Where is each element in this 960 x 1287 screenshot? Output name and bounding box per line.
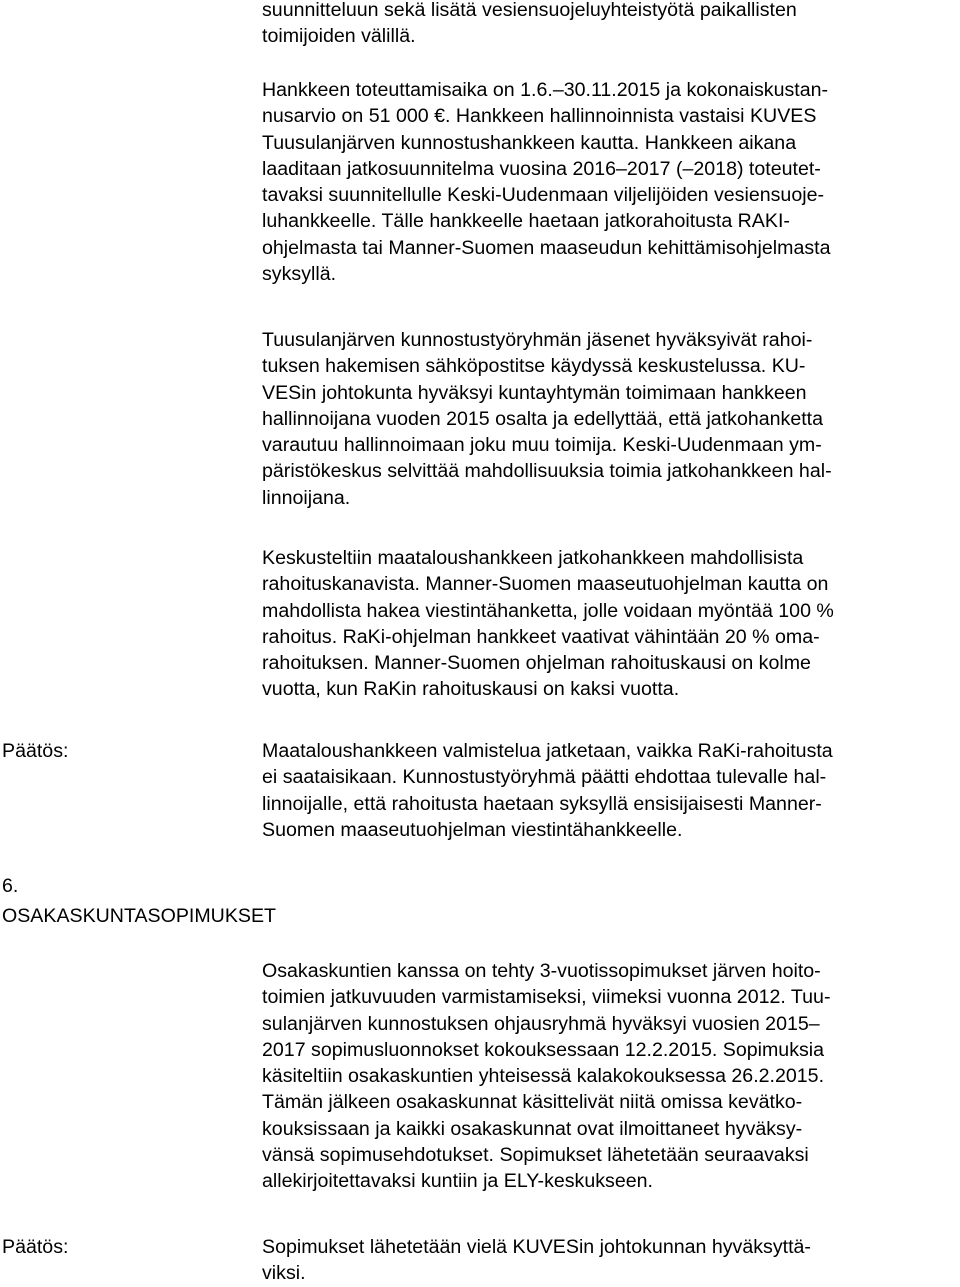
text-line: Tuusulanjärven kunnostushankkeen kautta. Hankkeen aikana [262, 131, 797, 154]
paragraph-project-schedule [262, 77, 952, 287]
text-line: päristökeskus selvittää mahdollisuuksia toimia jatkohankkeen hal- [262, 460, 832, 483]
text-line: kouksissaan ja kaikki osakaskunnat ovat ilmoittaneet hyväksy- [262, 1117, 803, 1140]
text-line: Maataloushankkeen valmistelua jatketaan, vaikka RaKi-rahoitusta [262, 740, 833, 762]
decision-label: Päätös: [2, 1236, 69, 1258]
text-line: suunnitteluun sekä lisätä vesiensuojeluyhteistyötä paikallisten [262, 0, 797, 21]
text-line: viksi. [262, 1262, 306, 1285]
paragraph-funding-channels [262, 545, 952, 703]
text-line: Hankkeen toteuttamisaika on 1.6.–30.11.2015 ja kokonaiskustan- [262, 79, 829, 101]
text-line: rahoitus. RaKi-ohjelman hankkeet vaativat vähintään 20 % oma- [262, 625, 820, 648]
text-line: käsiteltiin osakaskuntien yhteisessä kalakokouksessa 26.2.2015. [262, 1065, 825, 1088]
paragraph-decision-agriculture-project [262, 738, 952, 843]
text-line: Sopimukset lähetetään vielä KUVESin johtokunnan hyväksyttä- [262, 1236, 811, 1258]
paragraph-working-group-approval [262, 327, 952, 511]
paragraph-decision-agreements [262, 1234, 952, 1287]
text-line: linnoijalle, että rahoitusta haetaan syksyllä ensisijaisesti Manner- [262, 792, 822, 815]
text-line: tuksen hakemisen sähköpostitse käydyssä keskustelussa. KU- [262, 355, 806, 378]
text-line: mahdollista hakea viestintähanketta, jolle voidaan myöntää 100 % [262, 599, 834, 622]
text-line: rahoituksen. Manner-Suomen ohjelman rahoituskausi on kolme [262, 652, 811, 675]
text-line: rahoituskanavista. Manner-Suomen maaseutuohjelman kautta on [262, 573, 829, 596]
text-line: Tämän jälkeen osakaskunnat käsittelivät niitä omissa kevätko- [262, 1091, 803, 1114]
text-line: laaditaan jatkosuunnitelma vuosina 2016–2017 (–2018) toteutet- [262, 157, 821, 180]
text-line: sulanjärven kunnostuksen ohjausryhmä hyväksyi vuosien 2015– [262, 1012, 820, 1035]
paragraph-water-protection-intro [262, 0, 952, 50]
text-line: vänsä sopimusehdotukset. Sopimukset lähetetään seuraavaksi [262, 1144, 809, 1167]
text-line: toimijoiden välillä. [262, 25, 416, 48]
section-number: 6. [2, 875, 19, 897]
paragraph-shareholder-agreements [262, 958, 952, 1195]
text-line: varautuu hallinnoimaan joku muu toimija. Keski-Uudenmaan ym- [262, 434, 822, 457]
text-line: vuotta, kun RaKin rahoituskausi on kaksi vuotta. [262, 678, 680, 701]
text-line: hallinnoijana vuoden 2015 osalta ja edellyttää, että jatkohanketta [262, 407, 824, 430]
text-line: Keskusteltiin maataloushankkeen jatkohankkeen mahdollisista [262, 547, 804, 569]
text-line: Tuusulanjärven kunnostustyöryhmän jäsenet hyväksyivät rahoi- [262, 329, 813, 351]
text-line: luhankkeelle. Tälle hankkeelle haetaan jatkorahoitusta RAKI- [262, 210, 790, 233]
text-line: tavaksi suunnitellulle Keski-Uudenmaan viljelijöiden vesiensuoje- [262, 184, 824, 207]
text-line: Osakaskuntien kanssa on tehty 3-vuotissopimukset järven hoito- [262, 960, 821, 982]
text-line: syksyllä. [262, 263, 337, 286]
text-line: toimien jatkuvuuden varmistamiseksi, viimeksi vuonna 2012. Tuu- [262, 986, 831, 1009]
text-line: Suomen maaseutuohjelman viestintähankkeelle. [262, 818, 683, 841]
text-line: linnoijana. [262, 486, 351, 509]
text-line: nusarvio on 51 000 €. Hankkeen hallinnoinnista vastaisi KUVES [262, 105, 817, 128]
text-line: ohjelmasta tai Manner-Suomen maaseudun kehittämisohjelmasta [262, 236, 831, 259]
text-line: allekirjoitettavaksi kuntiin ja ELY-keskukseen. [262, 1170, 653, 1193]
decision-label: Päätös: [2, 740, 69, 762]
text-line: ei saataisikaan. Kunnostustyöryhmä päätti ehdottaa tulevalle hal- [262, 766, 827, 789]
text-line: 2017 sopimusluonnokset kokouksessaan 12.2.2015. Sopimuksia [262, 1038, 825, 1061]
section-title: OSAKASKUNTASOPIMUKSET [2, 905, 277, 927]
text-line: VESin johtokunta hyväksyi kuntayhtymän toimimaan hankkeen [262, 381, 807, 404]
